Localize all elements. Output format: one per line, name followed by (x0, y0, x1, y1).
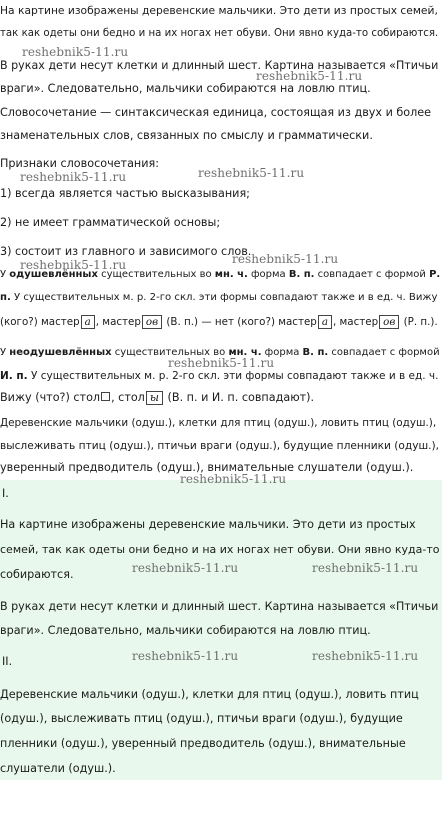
watermark: reshebnik5-11.ru (312, 561, 419, 575)
definition-line: Словосочетание — синтаксическая единица, состоящая из двух и более (0, 106, 432, 119)
rule-animate-line3: (кого?) мастер а , мастер ов (В. п.) — нет (кого?) мастер а , мастер ов (Р. п.). (0, 316, 438, 328)
rule-animate-line2: п. У существительных м. р. 2-го скл. эти формы совпадают также и в ед. ч. Вижу (0, 292, 438, 303)
answer-line: собираются. (0, 568, 74, 581)
watermark: reshebnik5-11.ru (22, 45, 129, 59)
ending-box: а (318, 315, 332, 329)
watermark: reshebnik5-11.ru (132, 561, 239, 575)
ending-box: а (81, 315, 95, 329)
ending-box: ы (146, 391, 163, 405)
section-number: I. (2, 487, 9, 500)
paragraph-line: враги». Следовательно, мальчики собираются на ловлю птиц. (0, 82, 371, 95)
answer-line: слушатели (одуш.). (0, 762, 116, 775)
answer-line: пленники (одуш.), уверенный предводитель (одуш.), внимательные (0, 737, 406, 750)
watermark: reshebnik5-11.ru (180, 472, 287, 486)
sign-item: 2) не имеет грамматической основы; (0, 216, 221, 229)
ending-box: ов (379, 315, 399, 329)
signs-title: Признаки словосочетания: (0, 157, 160, 170)
phrases-line: Деревенские мальчики (одуш.), клетки для птиц (одуш.), ловить птиц (одуш.), (0, 417, 437, 429)
answer-line: На картине изображены деревенские мальчики. Это дети из простых (0, 518, 416, 531)
phrases-line: выслеживать птиц (одуш.), птичьи враги (одуш.), будущие пленники (одуш.), (0, 440, 440, 452)
definition-line: знаменательных слов, связанных по смыслу и грамматически. (0, 129, 373, 142)
answer-line: враги». Следовательно, мальчики собираются на ловлю птиц. (0, 624, 371, 637)
watermark: reshebnik5-11.ru (132, 649, 239, 663)
watermark: reshebnik5-11.ru (20, 258, 127, 272)
paragraph-line: На картине изображены деревенские мальчики. Это дети из простых семей, (0, 4, 438, 17)
rule-inanimate-line1: У неодушевлённых существительных во мн. ч. форма В. п. совпадает с формой (0, 347, 440, 358)
rule-inanimate-line2: И. п. У существительных м. р. 2-го скл. эти формы совпадают также и в ед. ч. (0, 370, 439, 382)
answer-line: Деревенские мальчики (одуш.), клетки для птиц (одуш.), ловить птиц (0, 688, 419, 701)
watermark: reshebnik5-11.ru (256, 69, 363, 83)
watermark: reshebnik5-11.ru (168, 356, 275, 370)
section-number: II. (2, 655, 13, 668)
sign-item: 1) всегда является частью высказывания; (0, 187, 250, 200)
answer-line: (одуш.), выслеживать птиц (одуш.), птичьи враги (одуш.), будущие (0, 712, 403, 725)
phrases-line: уверенный предводитель (одуш.), внимательные слушатели (одуш.). (0, 461, 414, 474)
watermark: reshebnik5-11.ru (312, 649, 419, 663)
paragraph-line: В руках дети несут клетки и длинный шест. Картина называется «Птичьи (0, 59, 439, 72)
empty-ending-box (101, 392, 110, 401)
answer-line: семей, так как одеты они бедно и на их ногах нет обуви. Они явно куда-то (0, 543, 440, 556)
watermark: reshebnik5-11.ru (198, 166, 305, 180)
answer-line: В руках дети несут клетки и длинный шест. Картина называется «Птичьи (0, 600, 439, 613)
paragraph-line: так как одеты они бедно и на их ногах нет обуви. Они явно куда-то собираются. (0, 28, 439, 39)
rule-animate-line1: У одушевлённых существительных во мн. ч. форма В. п. совпадает с формой Р. (0, 269, 441, 280)
sign-item: 3) состоит из главного и зависимого слов. (0, 245, 252, 258)
ending-box: ов (142, 315, 162, 329)
rule-inanimate-line3: Вижу (что?) стол , стол ы (В. п. и И. п. совпадают). (0, 391, 315, 404)
watermark: reshebnik5-11.ru (232, 252, 339, 266)
watermark: reshebnik5-11.ru (20, 170, 127, 184)
